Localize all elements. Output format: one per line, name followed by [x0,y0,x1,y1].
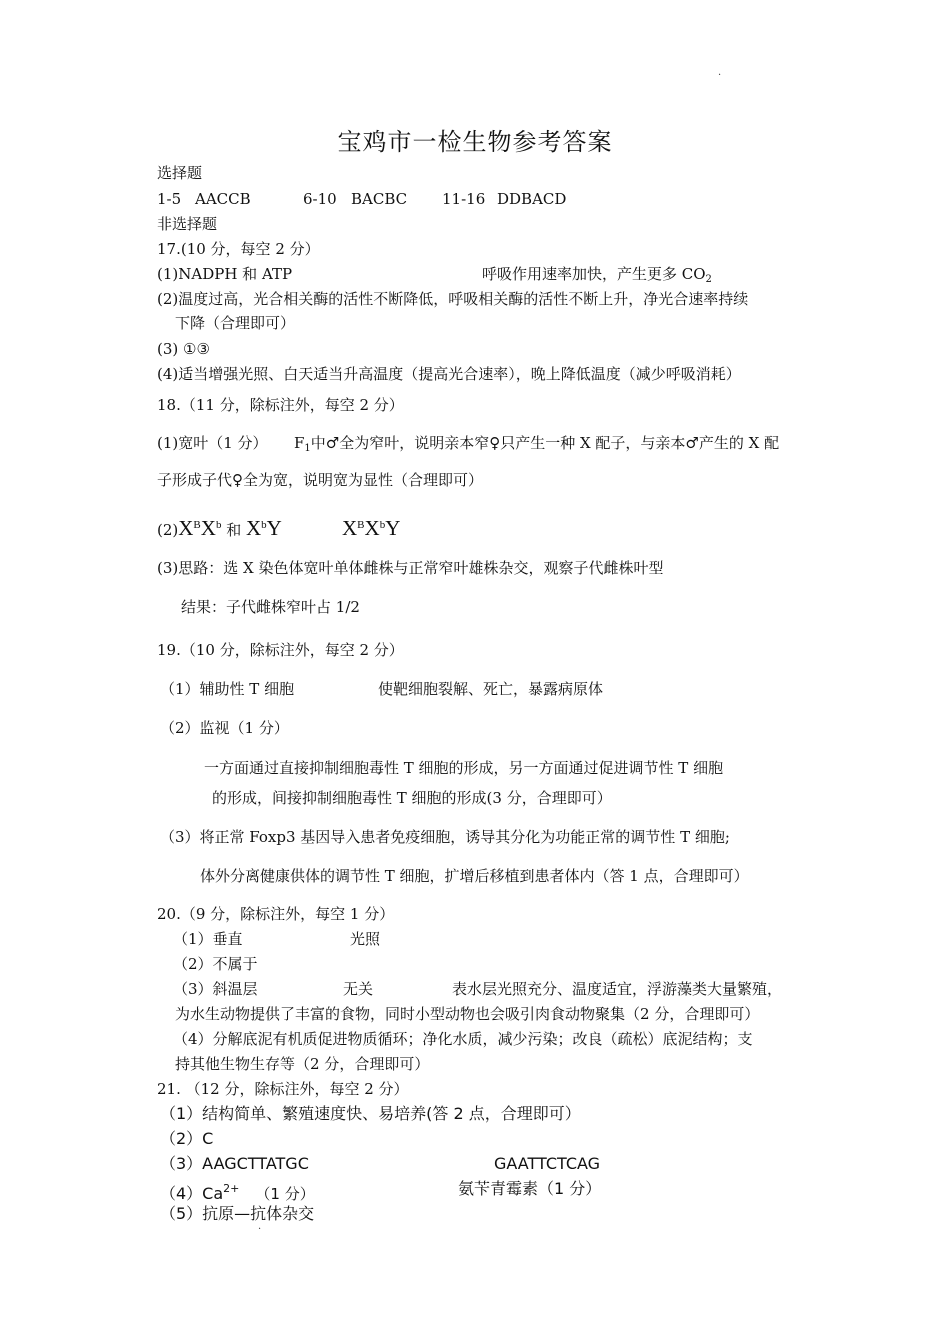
genotype-3-y: Y [385,516,401,540]
q21-answer-4b: 氨苄青霉素（1 分） [458,1179,602,1198]
choice-answer-1: AACCB [195,190,251,208]
q21-answer-4-note: （1 分） [255,1185,315,1203]
q19-answer-2: （2）监视（1 分） [160,719,289,737]
q17-answer-1b-text: 呼吸作用速率加快，产生更多 CO [482,265,706,283]
q19-answer-3: （3）将正常 Foxp3 基因导入患者免疫细胞，诱导其分化为功能正常的调节性 T 细胞; [160,828,730,846]
genotype-2-sup: b [261,519,267,531]
q18-answer-2 [157,511,401,544]
q17-answer-4: (4)适当增强光照、白天适当升高温度（提高光合速率），晚上降低温度（减少呼吸消耗） [157,365,741,383]
q18-answer-1-body [294,433,779,459]
choice-range-2: 6-10 [303,190,337,208]
q21-answer-3b: GAATTCTCAG [494,1154,601,1173]
q19-answer-3b: 体外分离健康供体的调节性 T 细胞，扩增后移植到患者体内（答 1 点，合理即可） [200,867,749,885]
q21-answer-1: （1）结构简单、繁殖速度快、易培养(答 2 点，合理即可） [160,1104,581,1123]
q20-answer-1: （1）垂直 [173,930,243,948]
q21-answer-2: （2）C [160,1129,214,1148]
q20-answer-1b: 光照 [350,930,381,948]
q20-answer-3c: 表水层光照充分、温度适宜，浮游藻类大量繁殖， [452,980,783,998]
q19-heading: 19.（10 分，除标注外，每空 2 分） [157,641,404,659]
calcium-charge: 2+ [223,1182,240,1195]
q17-answer-1: (1)NADPH 和 ATP [157,265,293,283]
q21-answer-3: （3）AAGCTTATGC [160,1154,309,1173]
and-text: 和 [221,521,246,539]
q17-answer-3: (3) ①③ [157,340,210,358]
q17-answer-2-line2: 下降（合理即可） [175,314,296,332]
q18-answer-3: (3)思路：选 X 染色体宽叶单体雌株与正常窄叶雄株杂交，观察子代雌株叶型 [157,559,664,577]
genotype-2-y: Y [266,516,282,540]
q19-answer-1: （1）辅助性 T 细胞 [160,680,295,698]
page-title: 宝鸡市一检生物参考答案 [337,128,613,156]
choice-answer-2: BACBC [351,190,408,208]
genotype-3 [342,511,400,542]
genotype-1 [178,516,221,540]
scan-dot-bottom: · [258,1224,262,1235]
choice-answers [157,189,567,209]
q17-answer-2-line1: (2)温度过高，光合相关酶的活性不断降低，呼吸相关酶的活性不断上升，净光合速率持续 [157,290,749,308]
q21-answer-4 [160,1179,315,1204]
q20-answer-3-line2: 为水生动物提供了丰富的食物，同时小型动物也会吸引肉食动物聚集（2 分，合理即可） [175,1005,760,1023]
choice-answer-3: DDBACD [497,190,567,208]
choice-range-3: 11-16 [442,190,486,208]
genotype-1-sup1: B [193,519,201,531]
q19-answer-2b-line1: 一方面通过直接抑制细胞毒性 T 细胞的形成，另一方面通过促进调节性 T 细胞 [204,759,724,777]
q20-answer-4-line1: （4）分解底泥有机质促进物质循环；净化水质，减少污染；改良（疏松）底泥结构；支 [173,1030,753,1048]
q20-answer-4-line2: 持其他生物生存等（2 分，合理即可） [175,1055,430,1073]
q18-heading: 18.（11 分，除标注外，每空 2 分） [157,396,404,414]
genotype-1-x2: X [200,516,216,540]
nonchoice-heading: 非选择题 [157,215,218,233]
choice-heading: 选择题 [157,164,203,182]
q21-answer-5: （5）抗原—抗体杂交 [160,1204,315,1223]
q21-heading: 21. （12 分，除标注外，每空 2 分） [157,1080,409,1098]
genotype-1-sup2: b [215,519,222,531]
q18-answer-1-prefix: (1)宽叶（1 分） [157,434,268,452]
genotype-3-sup1: B [357,519,365,531]
q18-answer-2-prefix: (2) [157,521,179,539]
q18-answer-3-result: 结果：子代雌株窄叶占 1/2 [181,598,360,616]
scan-dot: · [718,70,722,81]
genotype-1-x: X [178,516,194,540]
q20-heading: 20.（9 分，除标注外，每空 1 分） [157,905,395,923]
q18-answer-1-line1 [157,433,780,454]
q20-answer-3b: 无关 [343,980,374,998]
calcium-symbol: （4）Ca [160,1184,224,1203]
q19-answer-2b-line2: 的形成，间接抑制细胞毒性 T 细胞的形成(3 分，合理即可） [212,789,612,807]
genotype-2 [246,516,282,540]
q20-answer-2: （2）不属于 [173,955,258,973]
genotype-3-sup2: b [379,519,386,531]
f1-letter: F [294,434,305,452]
genotype-3-x: X [342,516,358,540]
f1-subscript: 1 [304,443,311,454]
q17-answer-1b [482,264,712,290]
q18-answer-1-line2: 子形成子代♀全为宽，说明宽为显性（合理即可） [157,471,483,489]
genotype-3-x2: X [364,516,380,540]
choice-range-1: 1-5 [157,190,182,208]
genotype-2-x: X [245,516,262,540]
q20-answer-3: （3）斜温层 [173,980,258,998]
q17-heading: 17.(10 分，每空 2 分） [157,240,320,258]
q18-answer-1-rest: 中♂全为窄叶，说明亲本窄♀只产生一种 X 配子，与亲本♂产生的 X 配 [310,434,780,452]
q19-answer-1b: 使靶细胞裂解、死亡，暴露病原体 [378,680,604,698]
co2-subscript: 2 [705,274,712,285]
